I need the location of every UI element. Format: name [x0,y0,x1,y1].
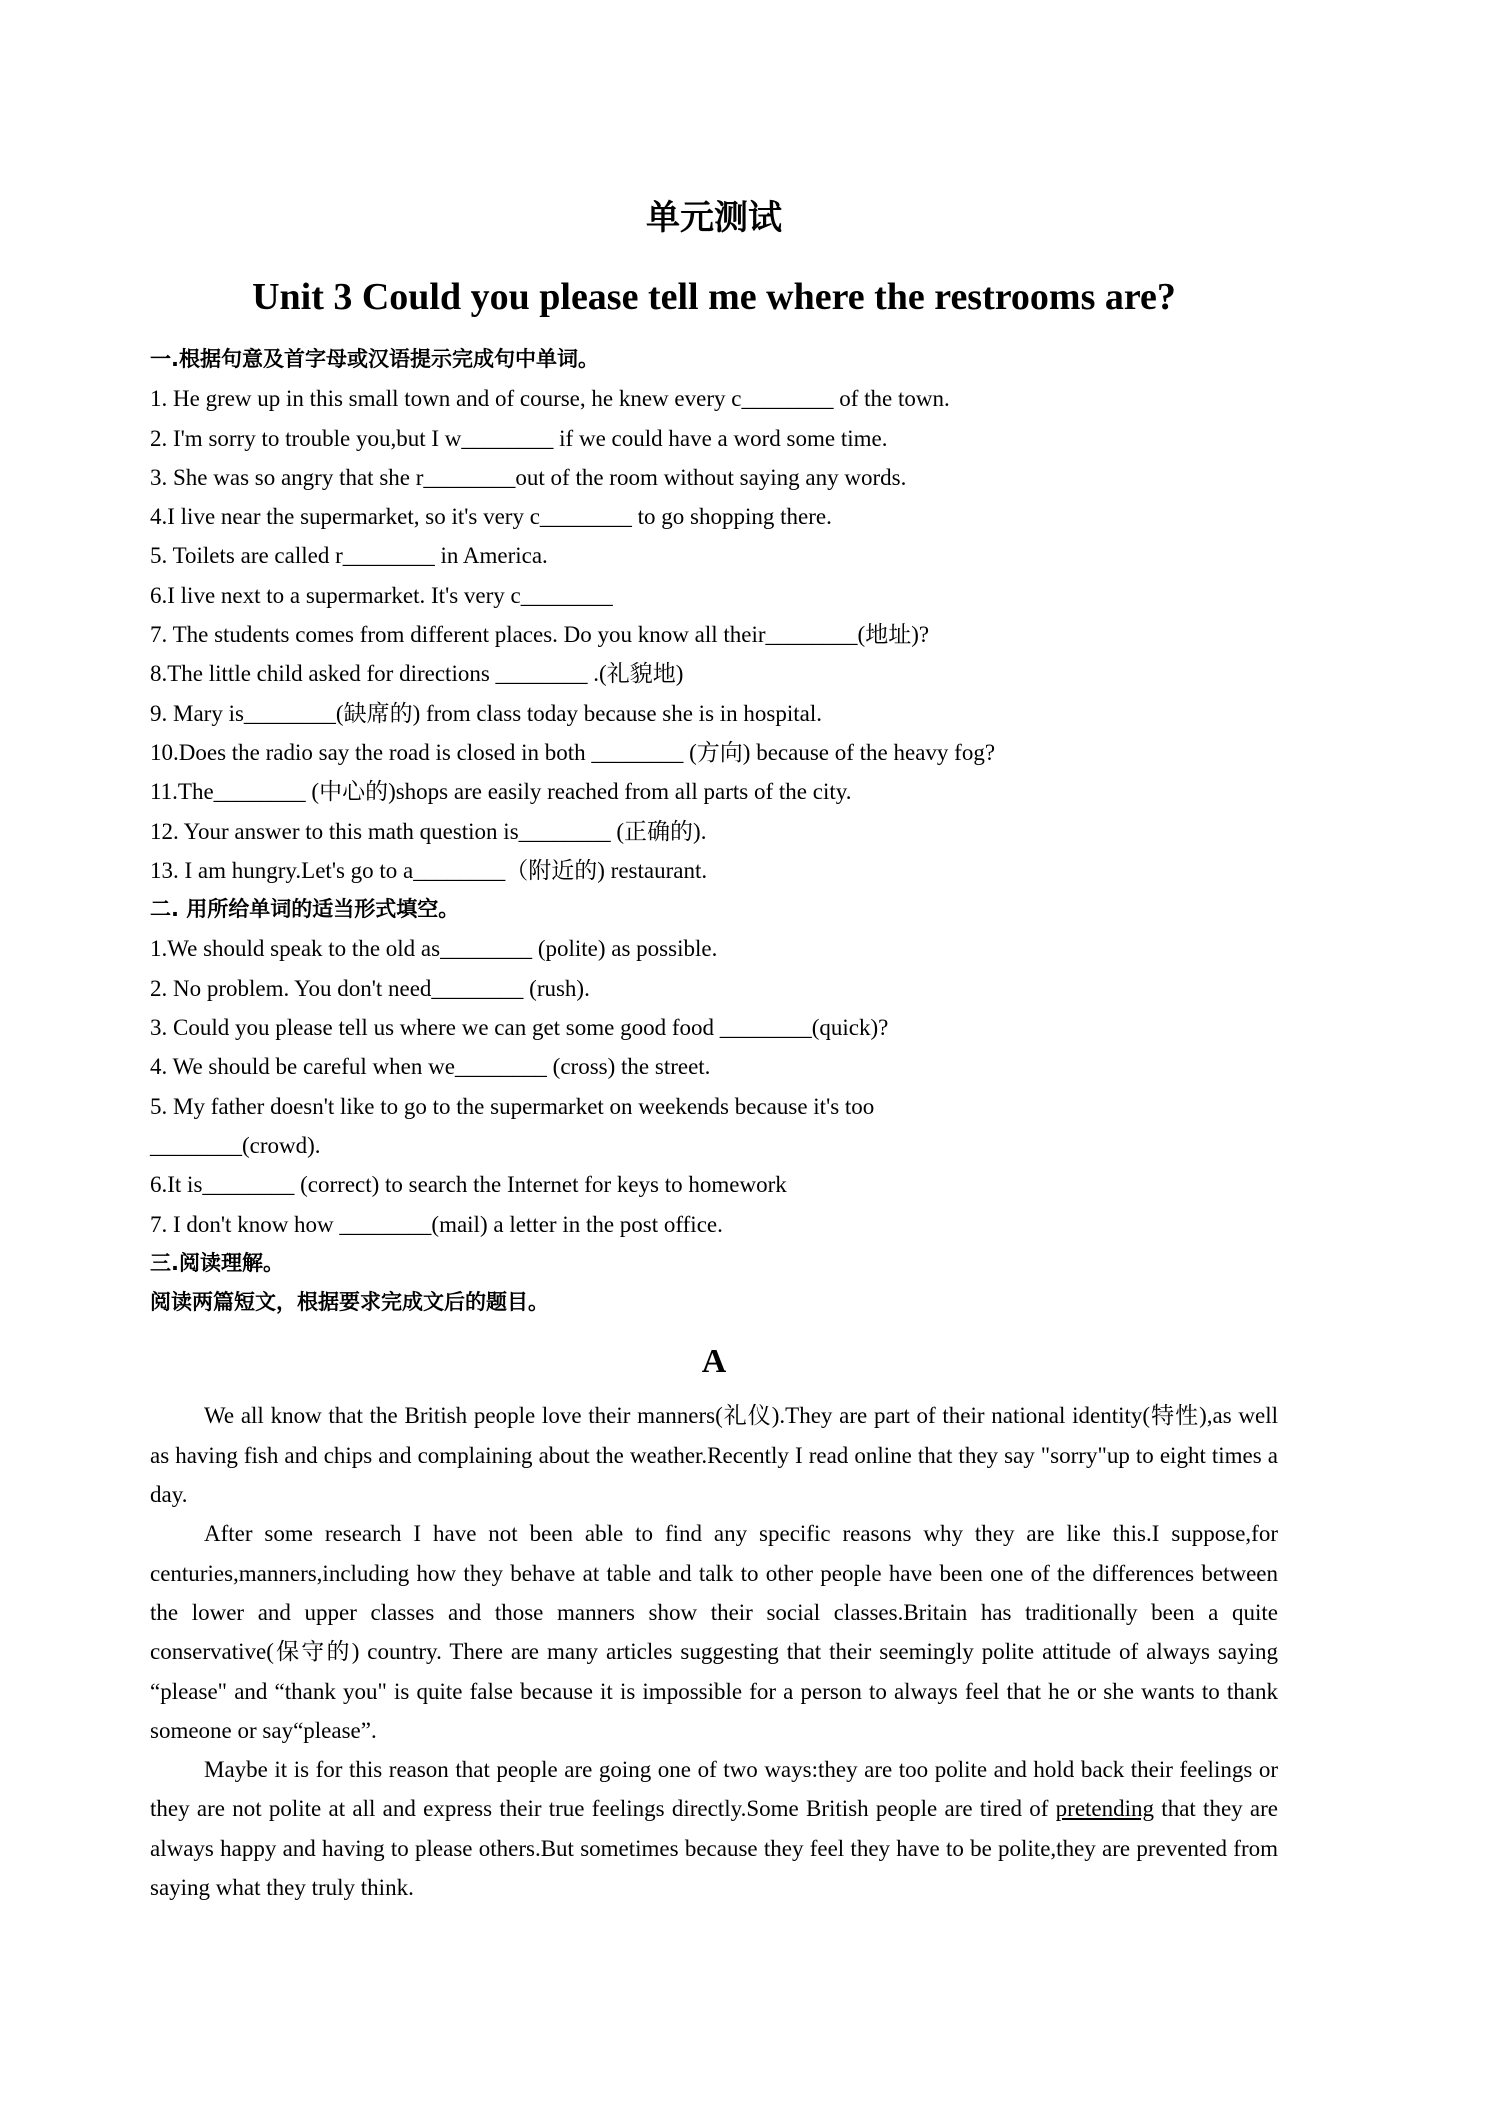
passage-paragraph-2: After some research I have not been able to find any specific reasons why they are like this.I suppose,for centuries,manners,including how they behave at table and talk to other people have been one of the differences between the lower and upper classes and those manners show their social classes.Britain has traditionally been a quite conservative(保守的) country. There are many articles suggesting that their seemingly polite attitude of always saying “please" and “thank you" is quite false because it is impossible for a person to always feel that he or she wants to thank someone or say“please”. [150,1521,1278,1743]
question-item: 1.We should speak to the old as________ (polite) as possible. [150,936,718,962]
question-item: 1. He grew up in this small town and of course, he knew every c________ of the town. [150,386,950,412]
passage-paragraph-3 [150,1750,1278,1907]
question-item: 11.The________ (中心的)shops are easily reached from all parts of the city. [150,779,852,805]
question-item: 7. I don't know how ________(mail) a letter in the post office. [150,1211,723,1237]
question-item: 8.The little child asked for directions ________ .(礼貌地) [150,661,684,687]
paragraph-3-text-end: that they are always happy and having to please others.But sometimes because they feel they have to be polite,they are prevented from saying what they truly think. [150,1796,1278,1900]
question-item: 9. Mary is________(缺席的) from class today because she is in hospital. [150,700,822,726]
question-item: 13. I am hungry.Let's go to a________（附近的) restaurant. [150,857,708,883]
question-item: 4.I live near the supermarket, so it's very c________ to go shopping there. [150,504,832,530]
question-item: 10.Does the radio say the road is closed in both ________ (方向) because of the heavy fog? [150,739,996,765]
section-1-heading: 一.根据句意及首字母或汉语提示完成句中单词。 [150,347,599,371]
question-item: 12. Your answer to this math question is________ (正确的). [150,818,707,844]
question-item: 2. I'm sorry to trouble you,but I w________ if we could have a word some time. [150,425,888,451]
question-item: 4. We should be careful when we________ (cross) the street. [150,1054,711,1080]
question-item: 3. She was so angry that she r________out of the room without saying any words. [150,464,907,490]
question-item: 3. Could you please tell us where we can get some good food ________(quick)? [150,1015,889,1041]
passage-paragraph-1: We all know that the British people love their manners(礼仪).They are part of their national identity(特性),as well as having fish and chips and complaining about the weather.Recently I read online that they say "sorry"up to eight times a day. [150,1403,1278,1508]
section-2-heading: 二. 用所给单词的适当形式填空。 [150,897,460,922]
worksheet-content [150,340,1278,1907]
question-item: 6.It is________ (correct) to search the Internet for keys to homework [150,1172,787,1198]
underlined-word: pretending [1055,1796,1155,1822]
question-item: 6.I live next to a supermarket. It's very c________ [150,582,613,608]
question-item: 5. Toilets are called r________ in America. [150,543,548,569]
section-3-instruction: 阅读两篇短文，根据要求完成文后的题目。 [150,1290,549,1315]
paragraph-3-text-start: Maybe it is for this reason that people are going one of two ways:they are too polite and hold back their feelings or they are not polite at all and express their true feelings directly.Some British people are tired of [150,1757,1278,1822]
section-3-heading: 三.阅读理解。 [150,1250,284,1275]
question-item-continued: ________(crowd). [150,1132,321,1158]
unit-title: Unit 3 Could you please tell me where the restrooms are? [252,276,1176,318]
question-item: 2. No problem. You don't need________ (rush). [150,975,590,1001]
page-title: 单元测试 [646,198,782,238]
question-item: 5. My father doesn't like to go to the supermarket on weekends because it's too [150,1093,875,1119]
passage-label: A [701,1343,727,1381]
question-item: 7. The students comes from different places. Do you know all their________(地址)? [150,622,930,648]
